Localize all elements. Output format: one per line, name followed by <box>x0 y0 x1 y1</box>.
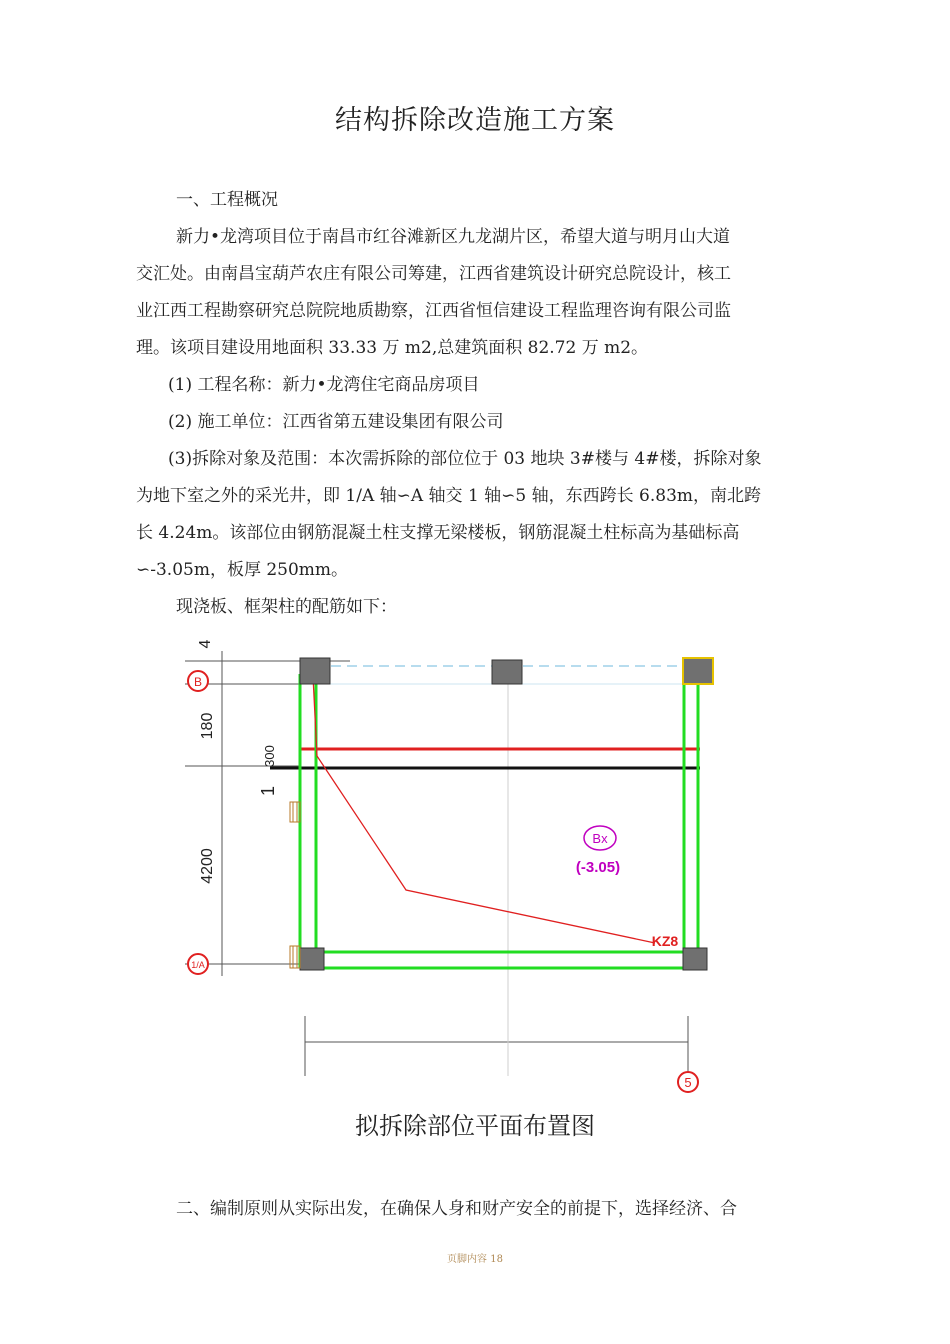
figure-caption: 拟拆除部位平面布置图 <box>355 1112 595 1140</box>
list-item-scope: (3)拆除对象及范围：本次需拆除的部位位于 03 地块 3#楼与 4#楼，拆除对象 <box>168 449 762 469</box>
demolition-plan-drawing <box>170 636 820 1096</box>
section-sub-mark: 300 <box>262 745 277 767</box>
paragraph-line: 为地下室之外的采光井，即 1/A 轴∽A 轴交 1 轴∽5 轴，东西跨长 6.83m，南北跨 <box>136 486 762 506</box>
paragraph-line: 理。该项目建设用地面积 33.33 万 m2,总建筑面积 82.72 万 m2。 <box>136 338 649 358</box>
paragraph-line: 业江西工程勘察研究总院院地质勘察，江西省恒信建设工程监理咨询有限公司监 <box>136 301 731 321</box>
dimension-top: 4 <box>197 639 214 649</box>
paragraph-line: 交汇处。由南昌宝葫芦农庄有限公司筹建，江西省建筑设计研究总院设计，核工 <box>136 264 731 284</box>
dimension-4200: 4200 <box>199 848 216 884</box>
slab-level: (-3.05) <box>575 859 621 876</box>
list-item-contractor: (2) 施工单位：江西省第五建设集团有限公司 <box>168 412 504 432</box>
paragraph-line: ∽-3.05m，板厚 250mm。 <box>136 560 349 580</box>
page-footer: 页脚内容 18 <box>447 1254 503 1265</box>
list-item-project-name: (1) 工程名称：新力•龙湾住宅商品房项目 <box>168 375 480 395</box>
dimension-180: 180 <box>199 712 216 740</box>
paragraph-line: 长 4.24m。该部位由钢筋混凝土柱支撑无梁楼板，钢筋混凝土柱标高为基础标高 <box>136 523 740 543</box>
axis-label-b: B <box>193 675 203 689</box>
document-title: 结构拆除改造施工方案 <box>335 105 615 136</box>
column-label-kz8: KZ8 <box>651 933 679 949</box>
axis-label-1a: 1/A <box>191 960 205 970</box>
paragraph-line: 新力•龙湾项目位于南昌市红谷滩新区九龙湖片区，希望大道与明月山大道 <box>176 227 731 247</box>
slab-id: Bx <box>592 831 608 846</box>
section-heading-overview: 一、工程概况 <box>176 190 278 210</box>
axis-label-5: 5 <box>684 1075 692 1090</box>
section-heading-principles: 二、编制原则从实际出发，在确保人身和财产安全的前提下，选择经济、合 <box>176 1199 737 1219</box>
section-mark: 1 <box>258 785 278 797</box>
paragraph-line: 现浇板、框架柱的配筋如下： <box>176 597 397 617</box>
